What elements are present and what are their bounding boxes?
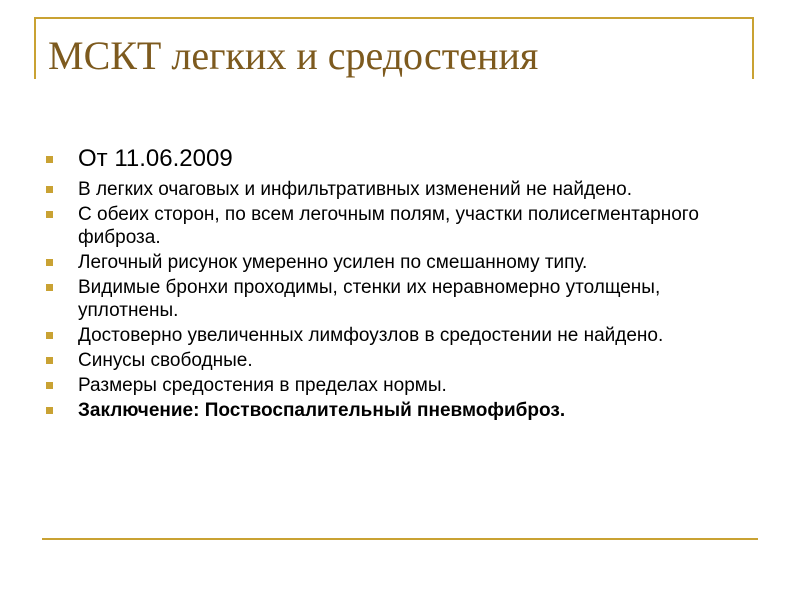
list-item <box>44 374 724 397</box>
list-item-text: С обеих сторон, по всем легочным полям, участки полисегментарного фиброза. <box>78 204 699 248</box>
frame-line-left <box>34 17 36 79</box>
list-item-text: Легочный рисунок умеренно усилен по смешанному типу. <box>78 252 588 273</box>
list-item <box>44 349 724 372</box>
frame-line-bottom <box>42 538 758 540</box>
frame-line-right <box>752 17 754 79</box>
list-item <box>44 203 724 249</box>
list-item-text: Размеры средостения в пределах нормы. <box>78 375 447 396</box>
list-item <box>44 324 724 347</box>
list-item-text: В легких очаговых и инфильтративных изменений не найдено. <box>78 179 632 200</box>
list-item <box>44 178 724 201</box>
list-item <box>44 251 724 274</box>
square-bullet-icon <box>46 186 53 193</box>
square-bullet-icon <box>46 259 53 266</box>
square-bullet-icon <box>46 156 53 163</box>
list-item-text: Синусы свободные. <box>78 350 253 371</box>
square-bullet-icon <box>46 284 53 291</box>
list-item-conclusion <box>44 399 724 422</box>
list-item-text: Видимые бронхи проходимы, стенки их неравномерно утолщены, уплотнены. <box>78 277 661 321</box>
list-item-date <box>44 144 724 174</box>
list-item <box>44 276 724 322</box>
square-bullet-icon <box>46 382 53 389</box>
square-bullet-icon <box>46 407 53 414</box>
frame-line-top <box>34 17 754 19</box>
list-item-text: Заключение: Поствоспалительный пневмофиброз. <box>78 400 566 421</box>
square-bullet-icon <box>46 332 53 339</box>
bullet-list <box>44 144 724 424</box>
list-item-text: От 11.06.2009 <box>78 145 233 172</box>
square-bullet-icon <box>46 357 53 364</box>
list-item-text: Достоверно увеличенных лимфоузлов в средостении не найдено. <box>78 325 664 346</box>
square-bullet-icon <box>46 211 53 218</box>
slide-title: МСКТ легких и средостения <box>48 33 539 78</box>
